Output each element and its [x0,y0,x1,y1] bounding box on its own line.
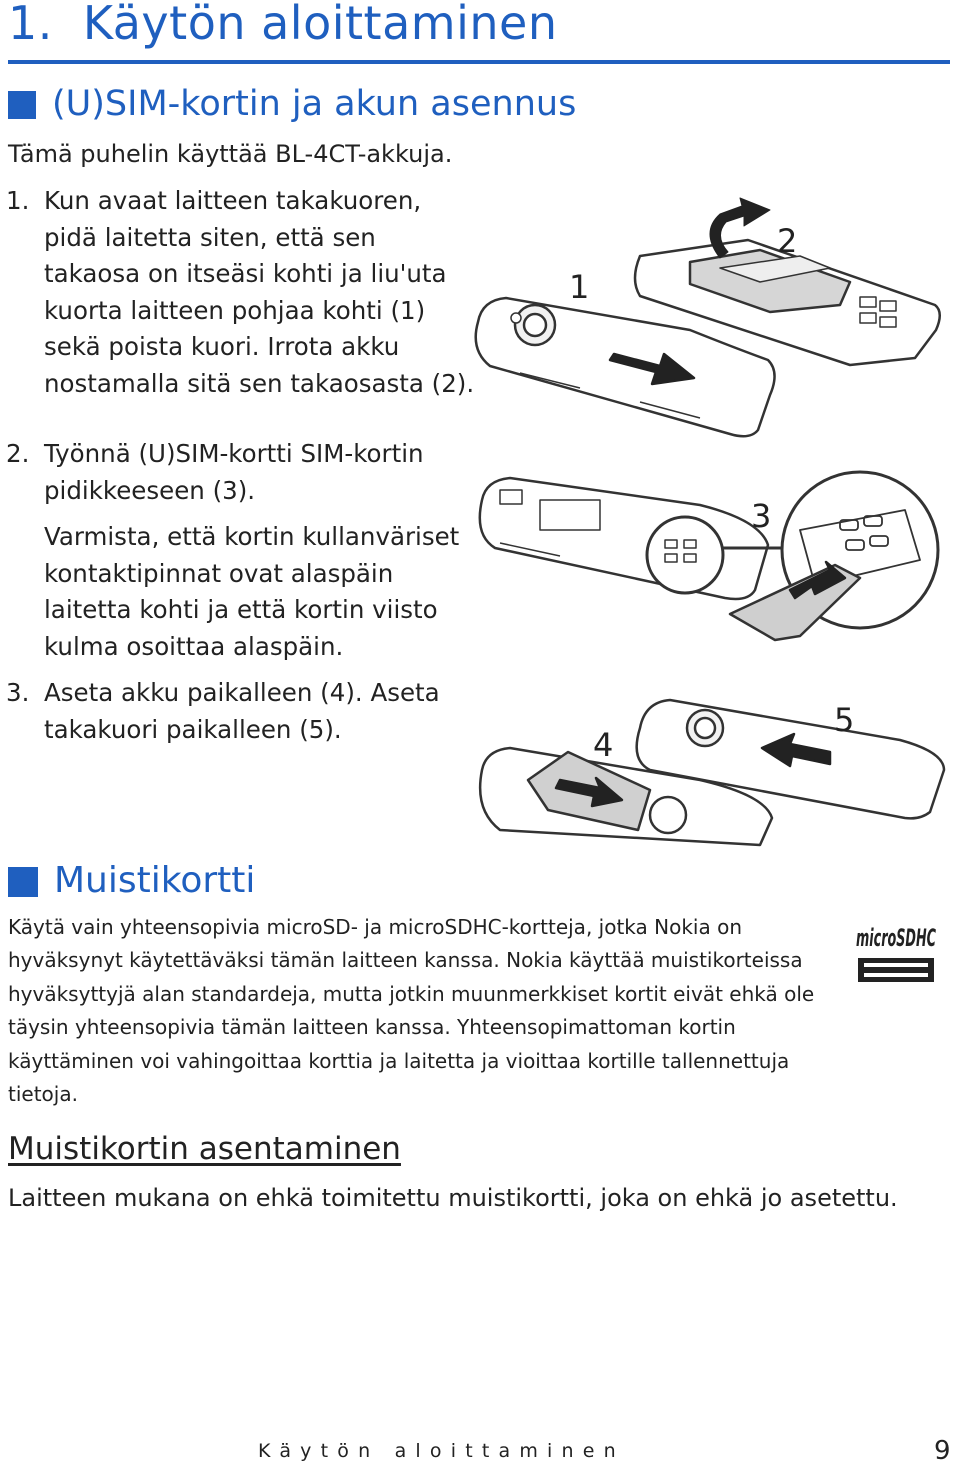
figure-callout: 4 [593,726,614,764]
footer-chapter-label: Käytön aloittaminen [258,1440,625,1462]
step-3-line: takakuori paikalleen (5). [44,714,342,744]
section-heading-memory [8,860,255,901]
step-2-note-line: kontaktipinnat ovat alaspäin [44,558,394,588]
step-2-line: pidikkeeseen (3). [44,475,256,505]
step-2-note-line: kulma osoittaa alaspäin. [44,631,344,661]
microsdhc-logo-icon [856,918,938,986]
section-bullet-icon [8,867,38,897]
memory-body-line: käyttäminen voi vahingoittaa korttia ja laitetta ja vioittaa kortille tallennettuja [8,1048,790,1073]
section-heading-memory-text: Muistikortti [54,860,256,901]
step-2-note-line: Varmista, että kortin kullanväriset [44,522,460,551]
figure-callout: 3 [751,497,772,535]
memory-body-line: hyväksyttyjä alan standardeja, mutta jotkin muunmerkkiset kortit eivät ehkä ole [8,981,815,1006]
memory-body-line: täysin yhteensopivia tämän laitteen kanssa. Yhteensopimattoman kortin [8,1015,736,1040]
step-number: 3. [6,678,30,707]
figure-callout: 2 [777,222,798,260]
memory-body-line: hyväksynyt käytettäväksi tämän laitteen kanssa. Nokia käyttää muistikorteissa [8,948,803,973]
install-body: Laitteen mukana on ehkä toimitettu muistikortti, joka on ehkä jo asetettu. [8,1184,898,1212]
figure-replace-battery-cover [480,700,944,845]
chapter-title-text: Käytön aloittaminen [82,0,558,50]
memory-body [8,911,838,1111]
step-1-line: pidä laitetta siten, että sen [44,222,376,252]
step-3-line: Aseta akku paikalleen (4). Aseta [44,678,440,707]
section-heading-install: Muistikortin asentaminen [8,1131,401,1167]
chapter-number: 1. [8,0,53,50]
step-number: 2. [6,439,30,468]
figure-callout: 1 [569,268,590,306]
step-2-line: Työnnä (U)SIM-kortti SIM-kortin [44,439,424,468]
figure-remove-cover [476,198,940,436]
page-number: 9 [934,1436,951,1466]
step-1-line: nostamalla sitä sen takaosasta (2). [44,368,475,398]
step-1-line: Kun avaat laitteen takakuoren, [44,186,422,215]
step-2-note-line: laitetta kohti ja että kortin viisto [44,595,438,624]
figure-insert-sim [480,472,938,640]
step-1-line: kuorta laitteen pohjaa kohti (1) [44,295,426,325]
microsdhc-logo-text: microSDHC [856,924,937,952]
step-1-line: sekä poista kuori. Irrota akku [44,332,400,361]
step-number: 1. [6,186,30,215]
step-1-line: takaosa on itseäsi kohti ja liu'uta [44,259,447,288]
memory-body-line: Käytä vain yhteensopivia microSD- ja microSDHC-kortteja, jotka Nokia on [8,915,742,939]
sim-intro: Tämä puhelin käyttää BL-4CT-akkuja. [8,140,453,168]
memory-body-line: tietoja. [8,1082,78,1107]
figure-callout: 5 [834,701,855,739]
section-heading-sim-text: (U)SIM-kortin ja akun asennus [52,84,577,124]
